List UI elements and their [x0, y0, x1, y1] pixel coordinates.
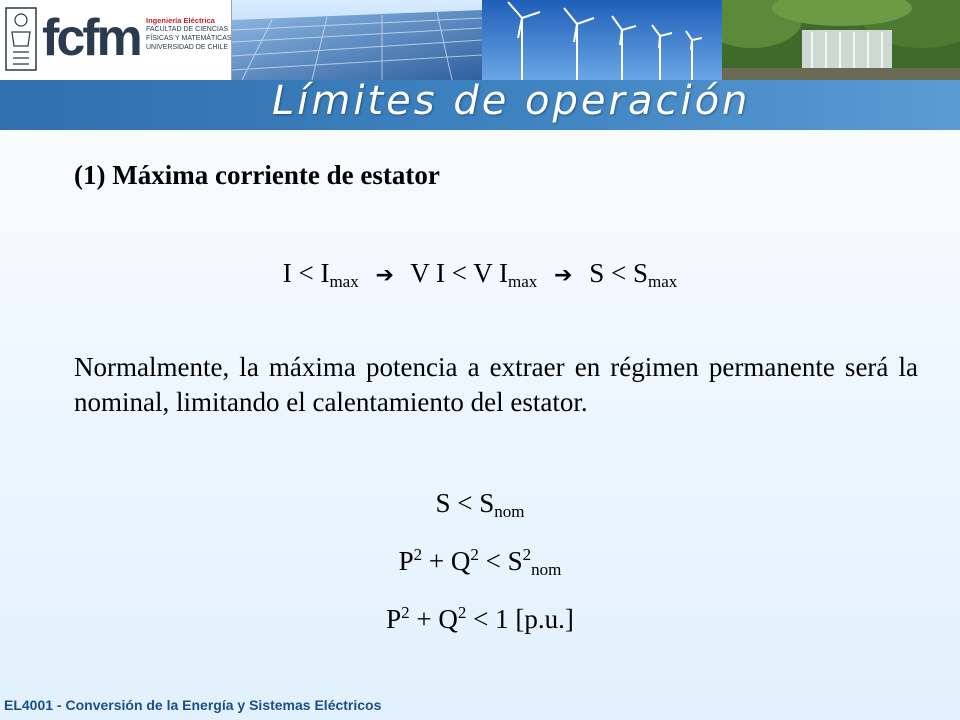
eq-superscript: 2 — [413, 545, 423, 564]
slide-content — [0, 130, 960, 690]
body-paragraph: Normalmente, la máxima potencia a extraer en régimen permanente será la nominal, limitando el calentamiento del estator. — [74, 352, 918, 417]
banner-images — [0, 0, 960, 80]
per-unit-equation — [0, 604, 960, 635]
fcfm-logo — [0, 0, 232, 80]
eq-superscript: 2 — [401, 603, 410, 622]
fcfm-line: UNIVERSIDAD DE CHILE — [146, 44, 229, 51]
eq-operator: < — [457, 488, 473, 518]
current-limit-equation — [0, 258, 960, 289]
fcfm-wordmark: fcfm — [42, 9, 140, 67]
eq-operator: < — [473, 604, 489, 634]
right-arrow-icon: ➔ — [554, 263, 573, 288]
eq-term: S — [435, 488, 451, 518]
right-arrow-icon: ➔ — [375, 263, 394, 288]
apparent-power-equation — [0, 488, 960, 519]
section-heading: (1) Máxima corriente de estator — [74, 160, 440, 190]
fcfm-line: FÍSICAS Y MATEMÁTICAS — [146, 35, 232, 42]
eq-operator: < — [298, 258, 314, 288]
course-footer: EL4001 - Conversión de la Energía y Sistemas Eléctricos — [4, 697, 382, 713]
fcfm-department: Ingeniería Eléctrica — [146, 16, 215, 25]
eq-term: S — [507, 546, 523, 576]
eq-subscript: max — [507, 272, 538, 291]
eq-subscript: max — [329, 272, 359, 291]
eq-subscript: nom — [531, 560, 562, 579]
eq-superscript: 2 — [522, 545, 532, 564]
header-banner — [0, 0, 960, 130]
eq-term: I — [320, 258, 330, 288]
eq-operator: < — [485, 546, 501, 576]
power-circle-equation — [0, 546, 960, 577]
fcfm-subtitle — [146, 16, 234, 52]
waterfall-photo — [722, 0, 960, 80]
eq-term: P — [386, 604, 402, 634]
solar-power-plant-photo — [232, 0, 482, 80]
eq-term: V I — [410, 258, 445, 288]
eq-operator: < — [610, 258, 627, 288]
university-seal-icon — [4, 6, 38, 72]
eq-subscript: nom — [494, 502, 525, 521]
eq-operator: + — [428, 546, 445, 576]
eq-term: S — [479, 488, 495, 518]
eq-operator: < — [451, 258, 467, 288]
eq-term: S — [632, 258, 648, 288]
eq-superscript: 2 — [470, 545, 479, 564]
fcfm-line: FACULTAD DE CIENCIAS — [146, 26, 229, 33]
eq-term: 1 [p.u.] — [495, 604, 574, 634]
eq-term: S — [589, 258, 605, 288]
slide-title: Límites de operación — [272, 78, 751, 124]
eq-subscript: max — [647, 272, 678, 291]
eq-term: Q — [450, 546, 471, 576]
wind-turbines-photo — [482, 0, 722, 80]
eq-operator: + — [416, 604, 432, 634]
eq-term: V I — [473, 258, 508, 288]
eq-term: P — [398, 546, 414, 576]
eq-term: Q — [438, 604, 458, 634]
eq-term: I — [282, 258, 292, 288]
eq-superscript: 2 — [457, 603, 467, 622]
